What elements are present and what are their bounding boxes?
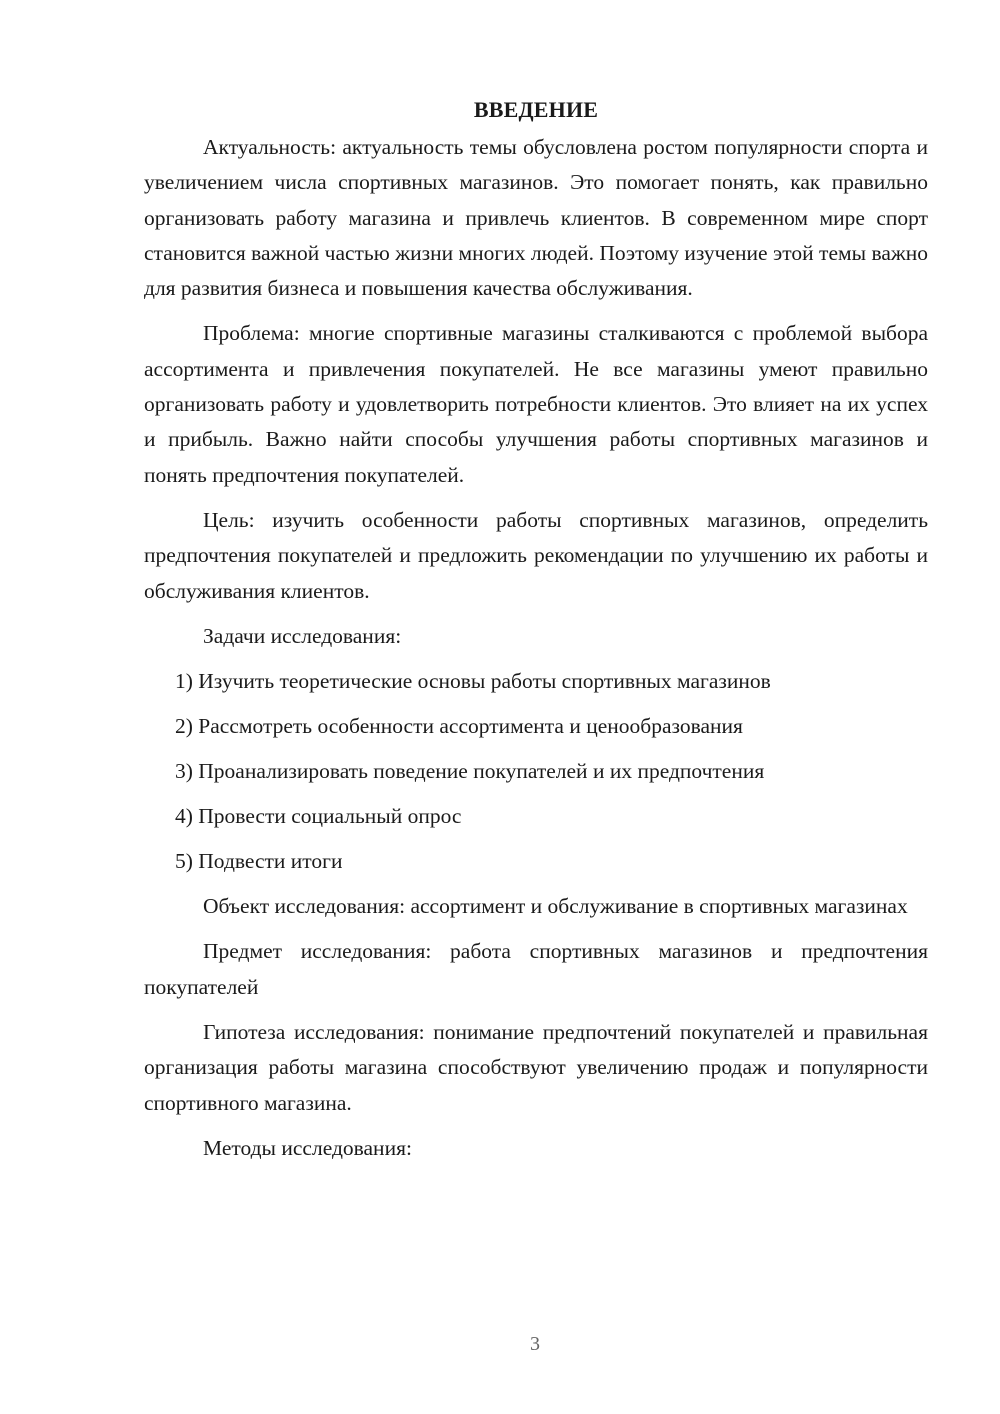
paragraph-goal: Цель: изучить особенности работы спортивных магазинов, определить предпочтения покупателей и предложить рекомендации по улучшению их работы и обслуживания клиентов. xyxy=(144,507,928,603)
section-heading: ВВЕДЕНИЕ xyxy=(473,97,599,122)
list-item: 4) Провести социальный опрос xyxy=(175,804,462,829)
page-number: 3 xyxy=(530,1333,540,1355)
list-item: 1) Изучить теоретические основы работы спортивных магазинов xyxy=(175,669,771,694)
list-item: 2) Рассмотреть особенности ассортимента и ценообразования xyxy=(175,714,743,739)
paragraph-object: Объект исследования: ассортимент и обслуживание в спортивных магазинах xyxy=(203,894,908,919)
paragraph-tasks-title: Задачи исследования: xyxy=(203,623,402,648)
list-item: 5) Подвести итоги xyxy=(175,849,343,874)
paragraph-methods: Методы исследования: xyxy=(203,1135,412,1160)
document-page xyxy=(144,92,928,1176)
paragraph-problem: Проблема: многие спортивные магазины сталкиваются с проблемой выбора ассортимента и привлечения покупателей. Не все магазины умеют правильно организовать работу и удовлетворить потребности клиентов. Это влияет на их успех и прибыль. Важно найти способы улучшения работы спортивных магазинов и понять предпочтения покупателей. xyxy=(144,321,928,487)
list-item: 3) Проанализировать поведение покупателей и их предпочтения xyxy=(175,759,765,784)
paragraph-subject: Предмет исследования: работа спортивных магазинов и предпочтения покупателей xyxy=(144,939,928,999)
paragraph-hypothesis: Гипотеза исследования: понимание предпочтений покупателей и правильная организация работы магазина способствуют увеличению продаж и популярности спортивного магазина. xyxy=(144,1020,928,1115)
paragraph-relevance: Актуальность: актуальность темы обусловлена ростом популярности спорта и увеличением числа спортивных магазинов. Это помогает понять, как правильно организовать работу магазина и привлечь клиентов. В современном мире спорт становится важной частью жизни многих людей. Поэтому изучение этой темы важно для развития бизнеса и повышения качества обслуживания. xyxy=(144,135,928,301)
tasks-list xyxy=(144,664,928,879)
